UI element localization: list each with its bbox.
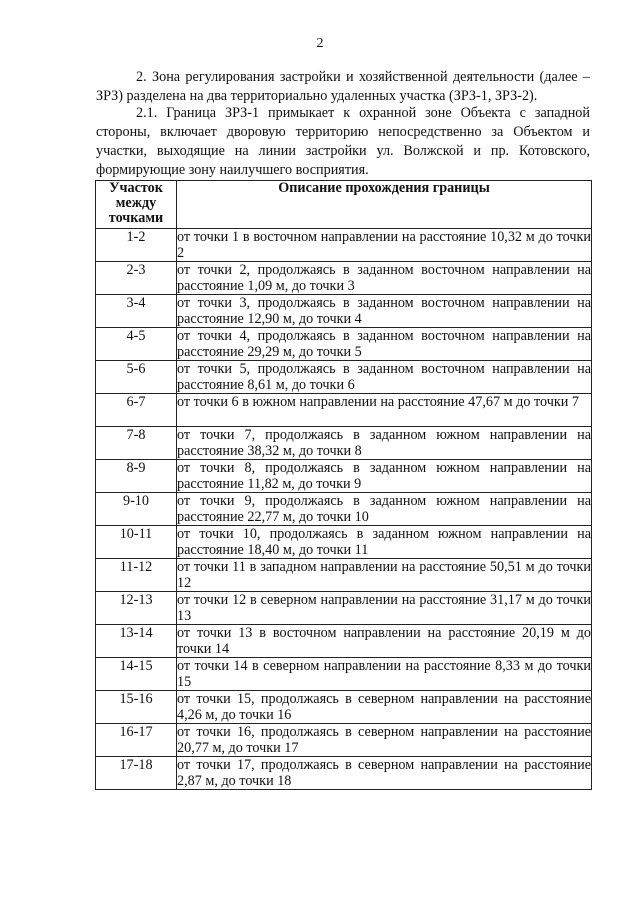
description-cell: от точки 11 в западном направлении на расстояние 50,51 м до точки 12: [177, 559, 591, 591]
segment-cell: 7-8: [96, 427, 177, 460]
table-row: [96, 262, 592, 295]
description-cell: от точки 3, продолжаясь в заданном восточном направлении на расстояние 12,90 м, до точки 4: [177, 295, 591, 327]
description-cell: от точки 15, продолжаясь в северном направлении на расстояние 4,26 м, до точки 16: [177, 691, 591, 723]
segment-cell: 6-7: [96, 394, 177, 427]
segment-cell: 4-5: [96, 328, 177, 361]
description-cell: от точки 1 в восточном направлении на расстояние 10,32 м до точки 2: [177, 229, 591, 261]
description-cell: от точки 7, продолжаясь в заданном южном направлении на расстояние 38,32 м, до точки 8: [177, 427, 591, 459]
description-cell: от точки 8, продолжаясь в заданном южном направлении на расстояние 11,82 м, до точки 9: [177, 460, 591, 492]
description-cell: от точки 12 в северном направлении на расстояние 31,17 м до точки 13: [177, 592, 591, 624]
table-row: [96, 427, 592, 460]
segment-cell: 17-18: [96, 757, 177, 790]
table-row: [96, 493, 592, 526]
description-cell: от точки 4, продолжаясь в заданном восточном направлении на расстояние 29,29 м, до точки 5: [177, 328, 591, 360]
table-row: [96, 295, 592, 328]
segment-cell: 13-14: [96, 625, 177, 658]
table-row: [96, 625, 592, 658]
description-cell: от точки 14 в северном направлении на расстояние 8,33 м до точки 15: [177, 658, 591, 690]
segment-cell: 14-15: [96, 658, 177, 691]
description-cell: от точки 13 в восточном направлении на расстояние 20,19 м до точки 14: [177, 625, 591, 657]
segment-cell: 16-17: [96, 724, 177, 757]
paragraph-zone-description: 2. Зона регулирования застройки и хозяйственной деятельности (далее – ЗРЗ) разделена на два территориально удаленных участка (ЗРЗ-1, ЗРЗ-2).: [96, 69, 590, 104]
description-cell: от точки 17, продолжаясь в северном направлении на расстояние 2,87 м, до точки 18: [177, 757, 591, 789]
table-row: [96, 229, 592, 262]
table-row: [96, 361, 592, 394]
description-cell: от точки 5, продолжаясь в заданном восточном направлении на расстояние 8,61 м, до точки 6: [177, 361, 591, 393]
table-row: [96, 460, 592, 493]
table-row: [96, 394, 592, 427]
segment-cell: 5-6: [96, 361, 177, 394]
segment-cell: 2-3: [96, 262, 177, 295]
segment-cell: 12-13: [96, 592, 177, 625]
description-cell: от точки 16, продолжаясь в северном направлении на расстояние 20,77 м, до точки 17: [177, 724, 591, 756]
description-cell: от точки 6 в южном направлении на расстояние 47,67 м до точки 7: [177, 394, 592, 427]
segment-cell: 10-11: [96, 526, 177, 559]
header-description: Описание прохождения границы: [177, 181, 592, 229]
table-row: [96, 328, 592, 361]
segment-cell: 11-12: [96, 559, 177, 592]
description-cell: от точки 10, продолжаясь в заданном южном направлении на расстояние 18,40 м, до точки 11: [177, 526, 591, 558]
table-body: [96, 229, 592, 790]
table-row: [96, 559, 592, 592]
description-cell: от точки 9, продолжаясь в заданном южном направлении на расстояние 22,77 м, до точки 10: [177, 493, 591, 525]
table-row: [96, 526, 592, 559]
segment-cell: 8-9: [96, 460, 177, 493]
table-row: [96, 757, 592, 790]
segment-cell: 15-16: [96, 691, 177, 724]
paragraph-zrz1-boundary: 2.1. Граница ЗРЗ-1 примыкает к охранной зоне Объекта с западной стороны, включает дворовую территорию непосредственно за Объектом и участки, выходящие на линии застройки ул. Волжской и пр. Котовского, формирующие зону наилучшего восприятия.: [96, 105, 590, 178]
header-segment: Участок между точками: [96, 181, 177, 229]
segment-cell: 3-4: [96, 295, 177, 328]
page-number: 2: [316, 36, 324, 51]
segment-cell: 1-2: [96, 229, 177, 262]
boundary-table: [95, 180, 592, 790]
description-cell: от точки 2, продолжаясь в заданном восточном направлении на расстояние 1,09 м, до точки 3: [177, 262, 591, 294]
table-header-row: [96, 181, 592, 229]
table-row: [96, 592, 592, 625]
table-row: [96, 691, 592, 724]
table-row: [96, 658, 592, 691]
table-row: [96, 724, 592, 757]
segment-cell: 9-10: [96, 493, 177, 526]
